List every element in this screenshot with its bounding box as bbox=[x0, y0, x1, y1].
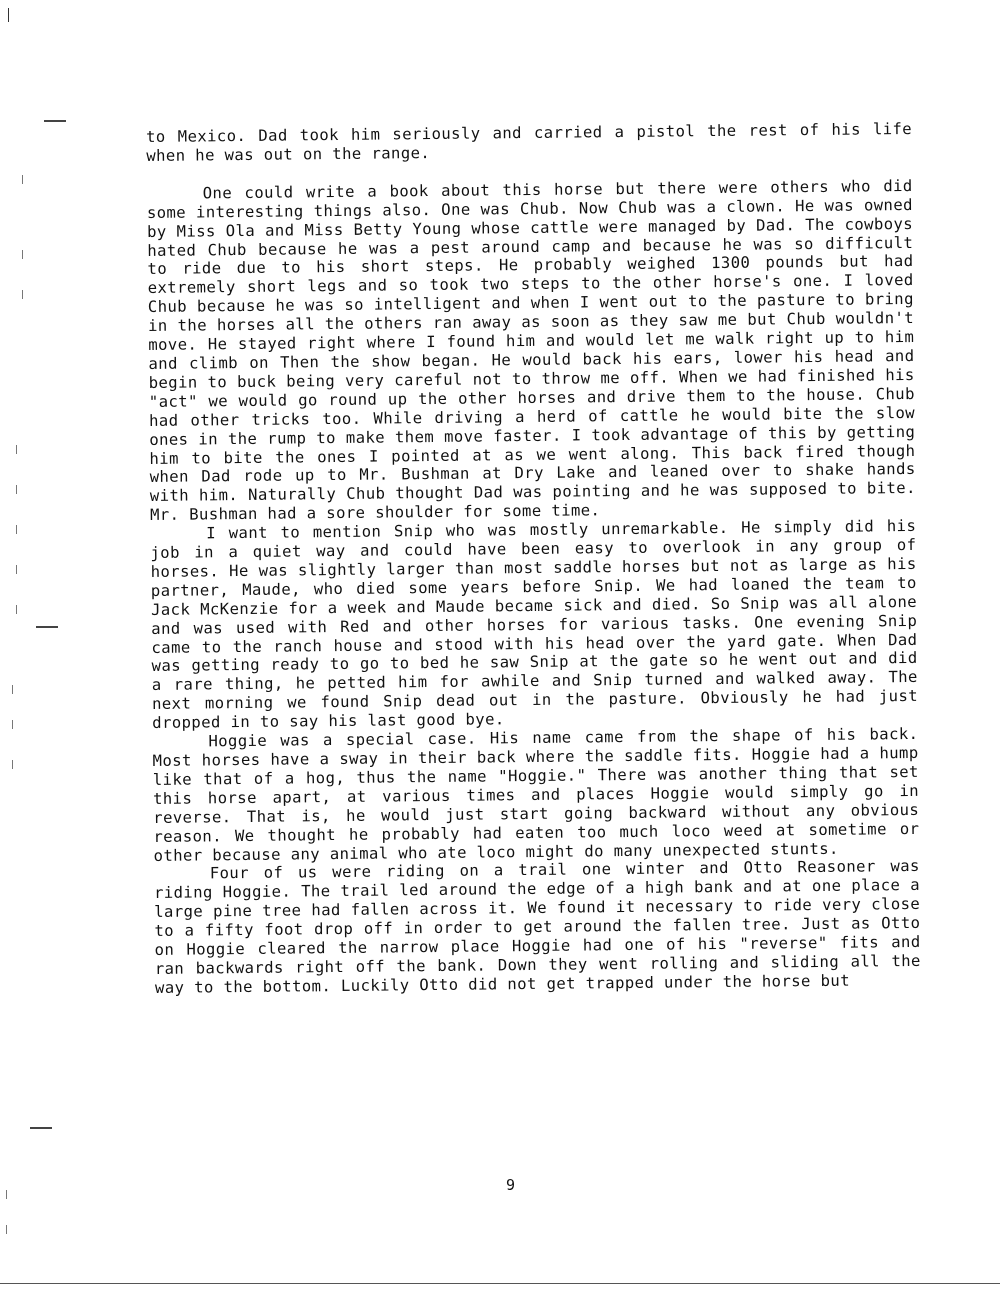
scan-mark bbox=[36, 626, 58, 628]
paragraph: Hoggie was a special case. His name came from the shape of his back. Most horses have a sway in their back where the saddle fits. Hoggie had a hump like that of a hog, thus the name "Hoggie." There was another thing that set this horse apart, at various times and places Hoggie would simply go in reverse. That is, he would just start going backward without any obvious reason. We thought he probably had eaten too much loco weed at sometime or other because any animal who ate loco might do many unexpected stunts. bbox=[152, 725, 920, 865]
body-text bbox=[146, 120, 921, 998]
scan-mark bbox=[12, 760, 13, 769]
scan-mark bbox=[12, 685, 13, 694]
scan-mark bbox=[6, 1190, 7, 1199]
scan-mark bbox=[16, 525, 17, 534]
scan-mark bbox=[30, 1127, 52, 1129]
paragraph: One could write a book about this horse but there were others who did some interesting things also. One was Chub. Now Chub was a clown. He was owned by Miss Ola and Miss Betty Young whose cattle were managed by Dad. The cowboys hated Chub because he was a pest around camp and because he was so difficult to ride due to his short steps. He probably weighed 1300 pounds but had extremely short legs and so took two steps to the other horse's one. I loved Chub because he was so intelligent and when I went out to the pasture to bring in the horses all the others ran away as soon as they saw me but Chub wouldn't move. He stayed right where I found him and would let me walk right up to him and climb on Then the show began. He would back his ears, lower his head and begin to buck being very careful not to throw me off. When we had finished his "act" we would go round up the other horses and drive them to the house. Chub had other tricks too. While driving a herd of cattle he would bite the slow ones in the rump to make them move faster. I took advantage of this by getting him to bite the ones I pointed at as we went along. This back fired though when Dad rode up to Mr. Bushman at Dry Lake and leaned over to shake hands with him. Naturally Chub thought Dad was pointing and he was supposed to bite. Mr. Bushman had a sore shoulder for some time. bbox=[146, 176, 916, 525]
scan-mark bbox=[8, 8, 9, 22]
paragraph: to Mexico. Dad took him seriously and carried a pistol the rest of his life when he was out on the range. bbox=[146, 119, 913, 165]
paragraph: I want to mention Snip who was mostly unremarkable. He simply did his job in a quiet way and could have been easy to overlook in any group of horses. He was slightly larger than most saddle horses but not as large as his partner, Maude, who died some years before Snip. We had loaned the team to Jack McKenzie for a week and Maude became sick and died. So Snip was all alone and was used with Red and other horses for various tasks. One evening Snip came to the ranch house and stood with his head over the yard gate. When Dad was getting ready to go to bed he saw Snip at the gate so he went out and did a rare thing, he petted him for awhile and Snip turned and walked away. The next morning we found Snip dead out in the pasture. Obviously he had just dropped in to say his last good bye. bbox=[150, 517, 919, 733]
scan-mark bbox=[44, 120, 66, 122]
scan-mark bbox=[22, 290, 23, 299]
scan-mark bbox=[16, 605, 17, 614]
scan-mark bbox=[22, 175, 23, 184]
scan-mark bbox=[6, 1225, 7, 1234]
page-number: 9 bbox=[506, 1176, 516, 1194]
scan-mark bbox=[16, 565, 17, 574]
scan-edge-line bbox=[0, 1283, 1000, 1284]
scan-mark bbox=[16, 485, 17, 494]
scan-mark bbox=[16, 445, 17, 454]
paragraph: Four of us were riding on a trail one winter and Otto Reasoner was riding Hoggie. The trail led around the edge of a high bank and at one place a large pine tree had fallen across it. We found it necessary to ride very close to a fifty foot drop off in order to get around the fallen tree. Just as Otto on Hoggie cleared the narrow place Hoggie had one of his "reverse" fits and ran backwards right off the bank. Down they went rolling and sliding all the way to the bottom. Luckily Otto did not get trapped under the horse but bbox=[153, 857, 921, 997]
scan-mark bbox=[22, 250, 23, 259]
scan-mark bbox=[12, 720, 13, 729]
